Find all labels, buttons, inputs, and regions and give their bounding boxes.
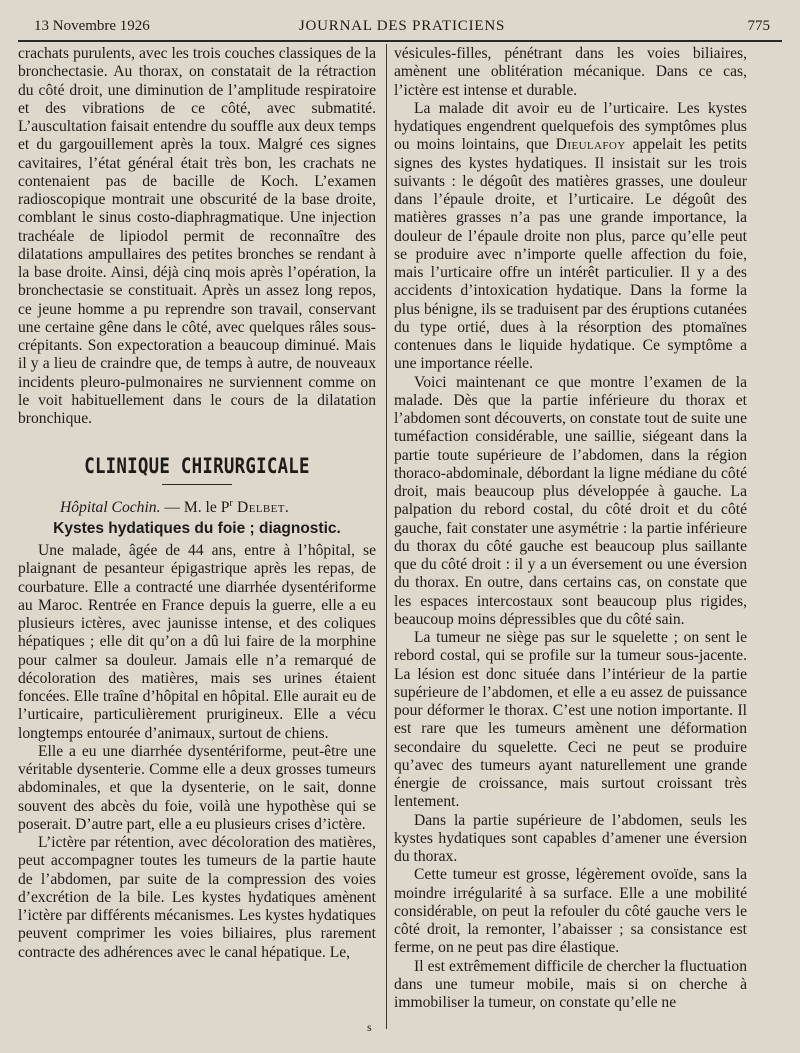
right-paragraph-1b: appelait les petits signes des kystes hydatiques. Il insistait sur les trois suivants : le dégoût des matières grasses, une douleur dans l’épaule droite, et l’urticaire. Le dégoût des matières grasses n’a pas une grande importance, la douleur de l’épaule droite non plus, parce qu’elle peut se produire avec n’importe quelle affection du foie, mais l’urticaire offre un intérêt particulier. Il y a des accidents d’intoxication hydatique. Dans la forme la plus bénigne, ils se traduisent par des éruptions cutanées du type ortié, dues à la résorption des ptomaïnes contenues dans le liquide hydatique. Ce symptôme a une importance réelle.: [394, 136, 747, 373]
left-paragraph-3: L’ictère par rétention, avec décoloration des matières, peut accompagner toutes les tumeurs de la partie haute de l’abdomen, par suite de la compression des voies d’excrétion de la bile. Les kystes hydatiques amènent l’ictère par différents mécanismes. Les kystes hydatiques peuvent comprimer les voies biliaires, plus rarement contracte des adhérences avec le canal hépatique. Le,: [18, 834, 376, 961]
article-subtitle: Kystes hydatiques du foie ; diagnostic.: [53, 519, 341, 537]
header-page-number: 775: [747, 18, 770, 34]
right-paragraph-5: Cette tumeur est grosse, légèrement ovoïde, sans la moindre irrégularité à sa surface. Elle a une mobilité considérable, on peut la refouler du côté gauche vers le côté droit, la remonter, l’abaisser ; sa consistance est ferme, on ne peut pas dire élastique.: [394, 866, 747, 957]
right-paragraph-1a: La malade dit avoir eu de l’urticaire. Les kystes hydatiques engendrent quelquefois des symptômes plus ou moins lointains, que: [394, 99, 747, 154]
right-paragraph-6: Il est extrêmement difficile de chercher la fluctuation dans une tumeur mobile, mais si on cherche à immobiliser la tumeur, on constate qu’elle ne: [394, 957, 747, 1011]
hospital-line: [18, 495, 376, 517]
hospital-name: Hôpital Cochin.: [60, 498, 161, 516]
professor-prefix: — M. le P: [160, 498, 230, 516]
title-rule: [162, 484, 232, 485]
right-paragraph-1: [394, 100, 747, 374]
header-journal-title: JOURNAL DES PRATICIENS: [298, 18, 506, 34]
header-date: 13 Novembre 1926: [34, 18, 150, 34]
column-divider: [386, 44, 387, 1029]
professor-abbrev-sup: r: [229, 497, 233, 509]
left-paragraph-2: Elle a eu une diarrhée dysentériforme, peut-être une véritable dysenterie. Comme elle a deux grosses tumeurs abdominales, et que la dysenterie, on le sait, donne souvent des abcès du foie, voilà une hypothèse qui se poserait. D’autre part, elle a eu plusieurs crises d’ictère.: [18, 742, 376, 833]
left-intro-paragraph: crachats purulents, avec les trois couches classiques de la bronchectasie. Au thorax, on constatait de la rétraction du côté droit, une diminution de l’amplitude respiratoire et des vibrations de ce côté, avec submatité. L’auscultation faisait entendre du souffle aux deux temps et du gargouillement après la toux. Malgré ces signes cavitaires, l’état général était très bon, les crachats ne contenaient pas de bacille de Koch. L’examen radioscopique montrait une obscurité de la base droite, comblant le sinus costo-diaphragmatique. Une injection trachéale de lipiodol permit de reconnaître des dilatations ampullaires des petites bronches se rendant à la base droite. Ainsi, déjà cinq mois après l’opération, la bronchectasie se constituait. Après un assez long repos, ce jeune homme a pu reprendre son travail, conservant une certaine gêne dans le côté, avec quelques râles sous-crépitants. Son expectoration a beaucoup diminué. Mais il y a lieu de craindre que, de temps à autre, de nouveaux incidents pleuro-pulmonaires ne surviennent comme on le voit habituellement dans le cours de la dilatation bronchique.: [18, 45, 376, 427]
author-dieulafoy: Dieulafoy: [555, 136, 626, 154]
right-paragraph-0: vésicules-filles, pénétrant dans les voies biliaires, amènent une oblitération mécanique. Dans ce cas, l’ictère est intense et durable.: [394, 45, 747, 99]
page-header: [34, 18, 770, 38]
right-paragraph-3: La tumeur ne siège pas sur le squelette ; on sent le rebord costal, qui se profile sur la tumeur sous-jacente. La lésion est donc située dans l’intérieur de la partie supérieure de l’abdomen, et elle a eu assez de puissance pour déformer le thorax. C’est une notion importante. Il est rare que les tumeurs amènent une déformation secondaire du squelette. Ceci ne peut se produire qu’avec des tumeurs ayant naturellement une grande énergie de croissance, mais surtout croissant très lentement.: [394, 629, 747, 811]
header-rule: [18, 40, 782, 42]
section-title: CLINIQUE CHIRURGICALE: [84, 454, 310, 479]
signature-mark: s: [367, 1020, 372, 1034]
right-column: [394, 45, 747, 1012]
left-paragraph-1: Une malade, âgée de 44 ans, entre à l’hôpital, se plaignant de pesanteur épigastrique après les repas, de courbature. Elle a contracté une diarrhée dysentériforme au Maroc. Rentrée en France depuis la guerre, elle a eu plusieurs ictères, avec jaunisse intense, et des coliques hépatiques ; elle dit qu’on a dû lui faire de la morphine pour calmer sa douleur. Jamais elle n’a remarqué de décoloration des matières, mais ses urines étaient foncées. Elle traîne d’hôpital en hôpital. Elle aurait eu de l’urticaire, particulièrement prurigineux. Elle a vécu longtemps entourée d’animaux, surtout de chiens.: [18, 542, 376, 742]
professor-name: Delbet.: [232, 498, 290, 516]
left-column: [18, 45, 376, 962]
right-paragraph-2: Voici maintenant ce que montre l’examen de la malade. Dès que la partie inférieure du thorax et l’abdomen sont découverts, on constate tout de suite une tuméfaction considérable, une saillie, siégeant dans la partie toute supérieure de l’abdomen, dans la région thoraco-abdominale, débordant la ligne médiane du côté droit, mais beaucoup plus développée à gauche. La palpation du rebord costal, du côté droit et du côté gauche, fait constater une asymétrie : la partie inférieure du thorax du côté gauche est beaucoup plus saillante que du côté droit : il y a un éversement ou une éversion du thorax. En outre, dans certains cas, on constate que les espaces intercostaux sont beaucoup plus rigides, beaucoup moins dépressibles que du côté sain.: [394, 373, 747, 628]
right-paragraph-4: Dans la partie supérieure de l’abdomen, seuls les kystes hydatiques sont capables d’amener une éversion du thorax.: [394, 811, 747, 865]
